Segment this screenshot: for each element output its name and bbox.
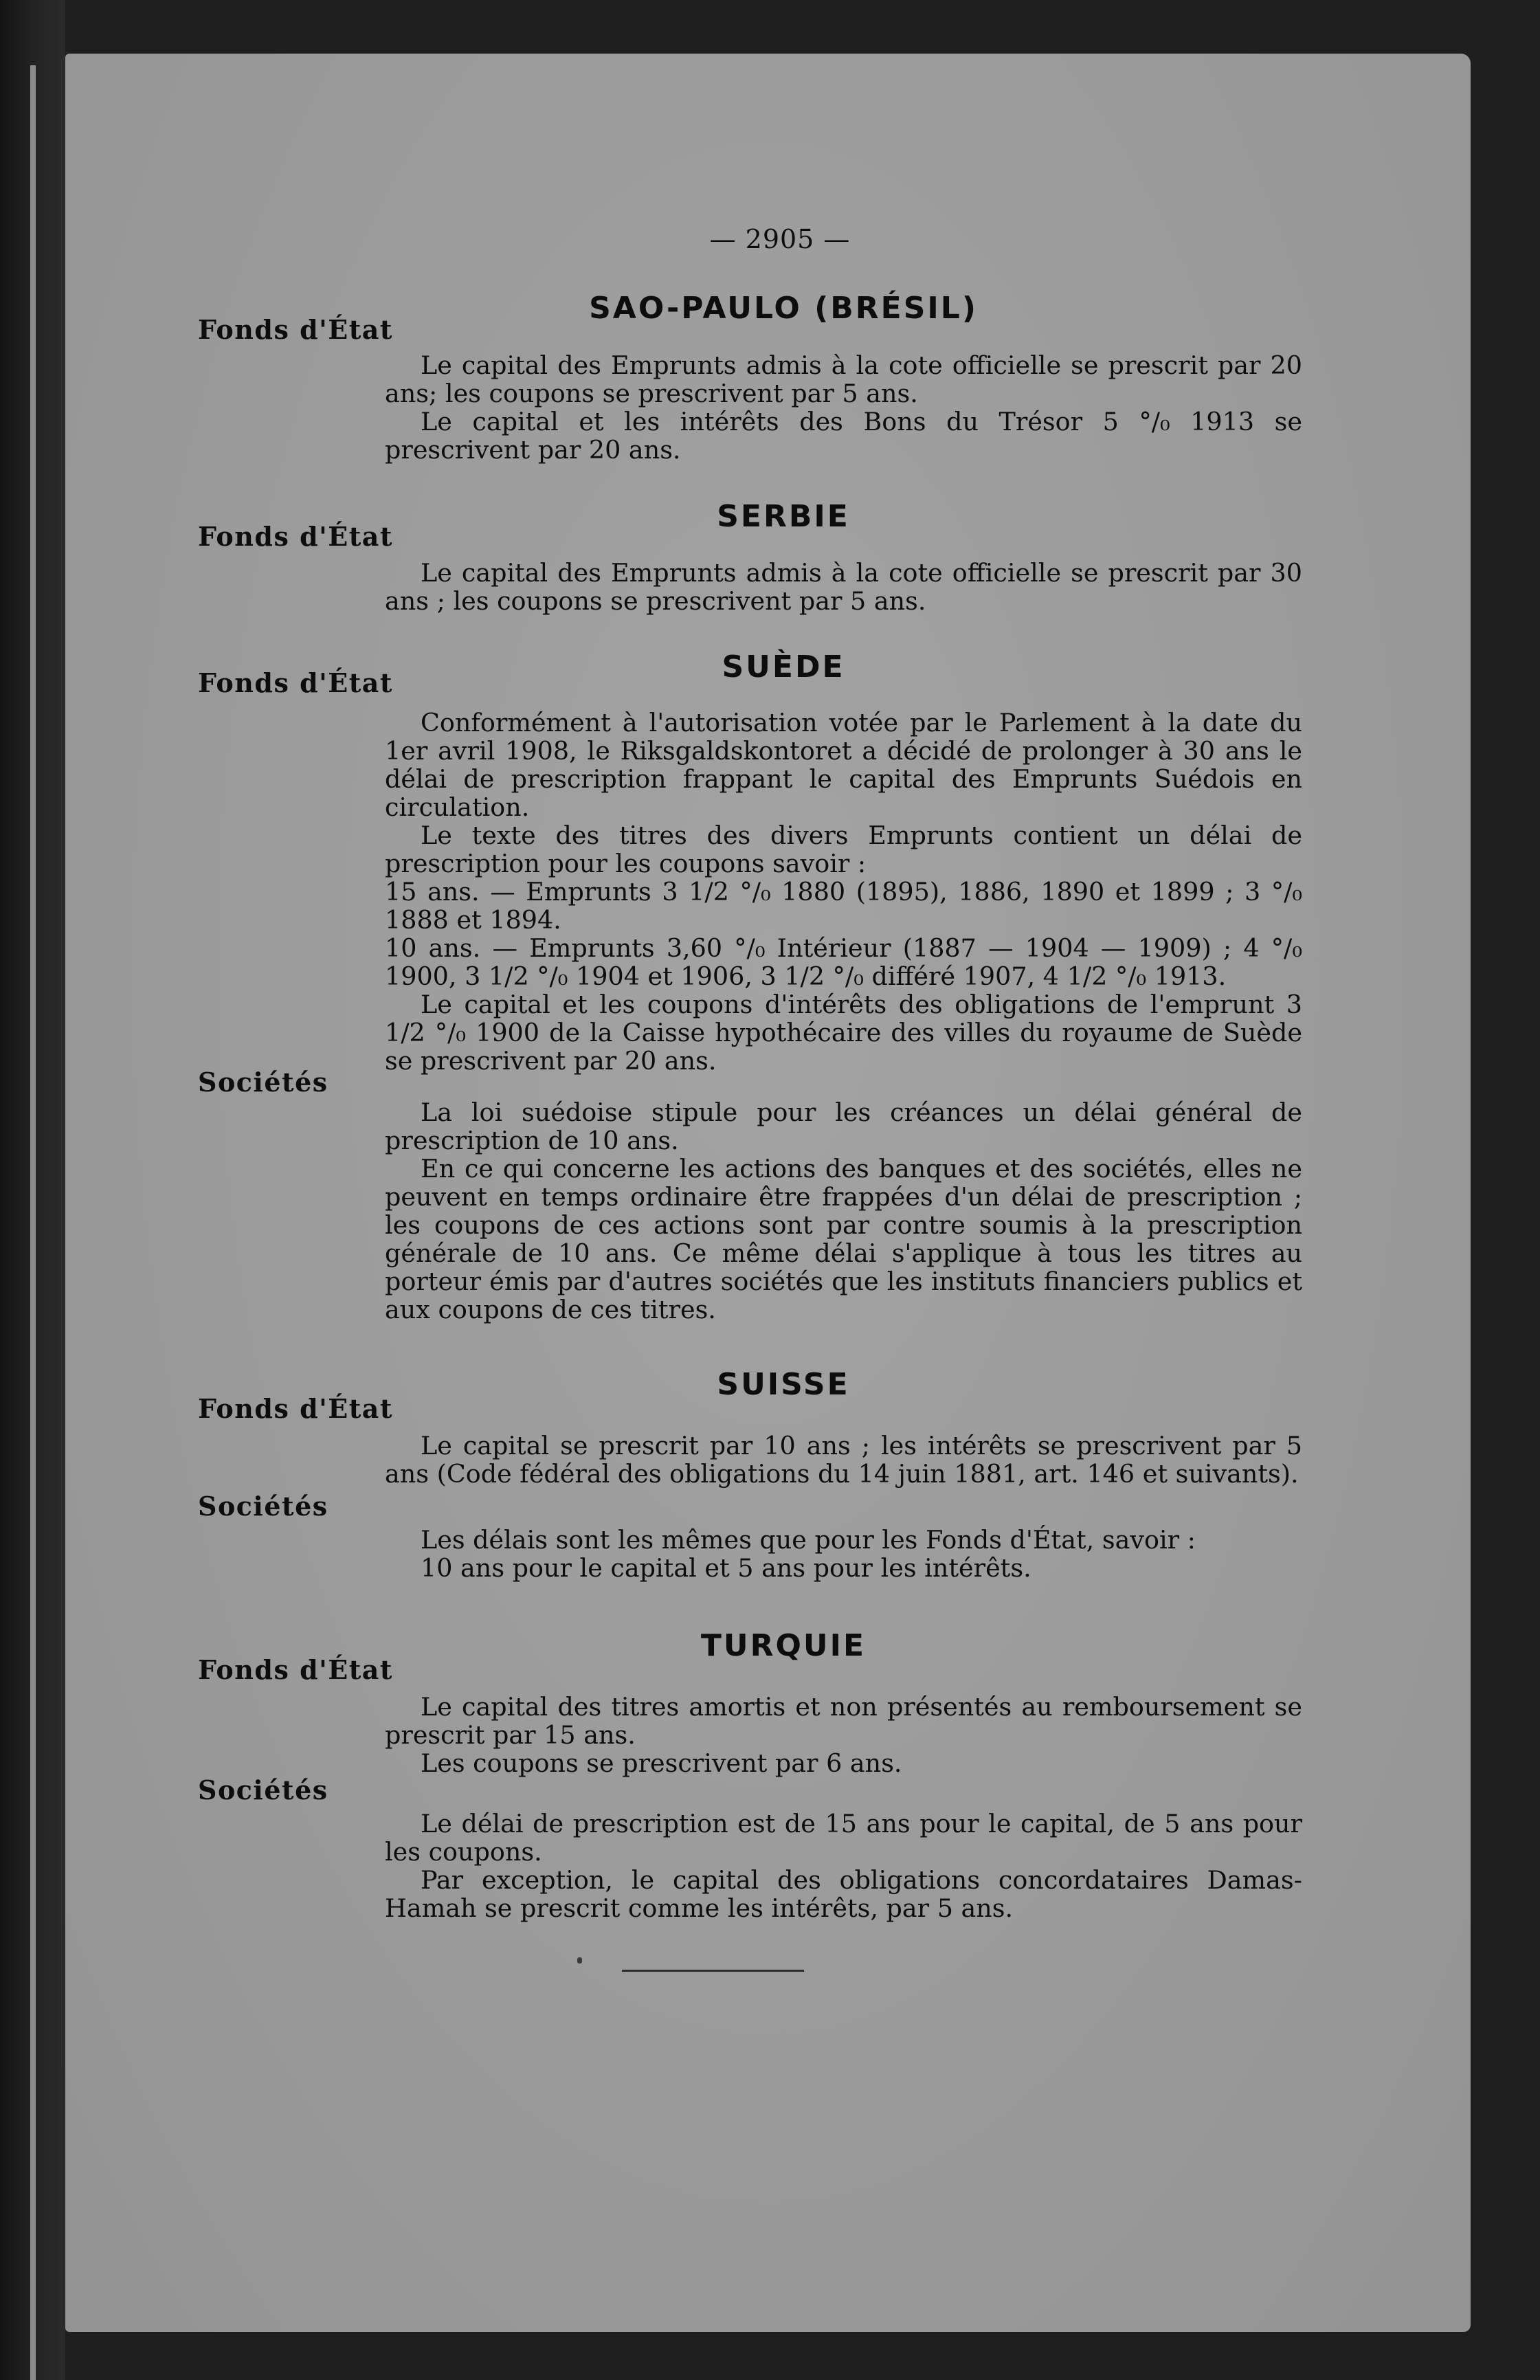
section-heading-suisse: SUISSE <box>717 1367 850 1402</box>
section-body-suisse-fonds <box>385 1432 1302 1488</box>
paragraph: Le capital et les coupons d'intérêts des obligations de l'emprunt 3 1/2 °/₀ 1900 de la Caisse hypothécaire des villes du royaume de Suède se prescrivent par 20 ans. <box>385 990 1302 1076</box>
section-body-sao-paulo <box>385 351 1302 464</box>
page-number: — 2905 — <box>709 224 851 254</box>
label-societes: Sociétés <box>198 1775 328 1805</box>
section-body-turquie-fonds <box>385 1693 1302 1777</box>
paragraph: En ce qui concerne les actions des banques et des sociétés, elles ne peuvent en temps ordinaire être frappées d'un délai de prescription ; les coupons de ces actions sont par contre soumis à la prescription générale de 10 ans. Ce même délai s'applique à tous les titres au porteur émis par d'autres sociétés que les instituts financiers publics et aux coupons de ces titres. <box>385 1154 1302 1324</box>
label-societes: Sociétés <box>198 1491 328 1522</box>
closing-rule <box>622 1970 804 1972</box>
paragraph: Les coupons se prescrivent par 6 ans. <box>421 1748 902 1778</box>
paragraph: Le capital des Emprunts admis à la cote officielle se prescrit par 30 ans ; les coupons se prescrivent par 5 ans. <box>385 558 1302 616</box>
document-page <box>65 54 1471 2332</box>
paragraph: Le délai de prescription est de 15 ans pour le capital, de 5 ans pour les coupons. <box>385 1809 1302 1867</box>
section-body-suisse-societes <box>385 1526 1302 1582</box>
label-fonds-etat: Fonds d'État <box>198 314 393 345</box>
paragraph: 10 ans pour le capital et 5 ans pour les intérêts. <box>421 1553 1031 1583</box>
label-fonds-etat: Fonds d'État <box>198 1654 393 1685</box>
paragraph: Les délais sont les mêmes que pour les Fonds d'État, savoir : <box>421 1525 1196 1555</box>
paragraph: Le capital des Emprunts admis à la cote officielle se prescrit par 20 ans; les coupons se prescrivent par 5 ans. <box>385 351 1302 408</box>
section-heading-turquie: TURQUIE <box>700 1628 867 1663</box>
section-heading-serbie: SERBIE <box>717 499 850 534</box>
paragraph: Par exception, le capital des obligations concordataires Damas-Hamah se prescrit comme les intérêts, par 5 ans. <box>385 1865 1302 1923</box>
label-fonds-etat: Fonds d'État <box>198 1393 393 1424</box>
ink-speck <box>577 1957 582 1964</box>
paragraph: Le capital des titres amortis et non présentés au remboursement se prescrit par 15 ans. <box>385 1692 1302 1750</box>
label-fonds-etat: Fonds d'État <box>198 667 393 698</box>
label-fonds-etat: Fonds d'État <box>198 521 393 552</box>
page-edge <box>30 65 36 2380</box>
paragraph: Le capital et les intérêts des Bons du Trésor 5 °/₀ 1913 se prescrivent par 20 ans. <box>385 407 1302 465</box>
section-heading-sao-paulo: SAO-PAULO (BRÉSIL) <box>589 291 978 326</box>
section-body-serbie <box>385 559 1302 615</box>
section-body-turquie-societes <box>385 1810 1302 1922</box>
paragraph: 15 ans. — Emprunts 3 1/2 °/₀ 1880 (1895), 1886, 1890 et 1899 ; 3 °/₀ 1888 et 1894. <box>385 877 1302 935</box>
paragraph: Conformément à l'autorisation votée par le Parlement à la date du 1er avril 1908, le Riksgaldskontoret a décidé de prolonger à 30 ans le délai de prescription frappant le capital des Emprunts Suédois en circulation. <box>385 708 1302 822</box>
paragraph: 10 ans. — Emprunts 3,60 °/₀ Intérieur (1887 — 1904 — 1909) ; 4 °/₀ 1900, 3 1/2 °/₀ 1904 et 1906, 3 1/2 °/₀ différé 1907, 4 1/2 °/₀ 1913. <box>385 933 1302 991</box>
section-body-suede-societes <box>385 1098 1302 1324</box>
paragraph: Le texte des titres des divers Emprunts contient un délai de prescription pour les coupons savoir : <box>385 821 1302 878</box>
paragraph: Le capital se prescrit par 10 ans ; les intérêts se prescrivent par 5 ans (Code fédéral des obligations du 14 juin 1881, art. 146 et suivants). <box>385 1431 1302 1489</box>
section-heading-suede: SUÈDE <box>722 649 845 685</box>
paragraph: La loi suédoise stipule pour les créances un délai général de prescription de 10 ans. <box>385 1098 1302 1155</box>
label-societes: Sociétés <box>198 1067 328 1098</box>
book-binding <box>0 0 65 2380</box>
section-body-suede-fonds <box>385 709 1302 1075</box>
